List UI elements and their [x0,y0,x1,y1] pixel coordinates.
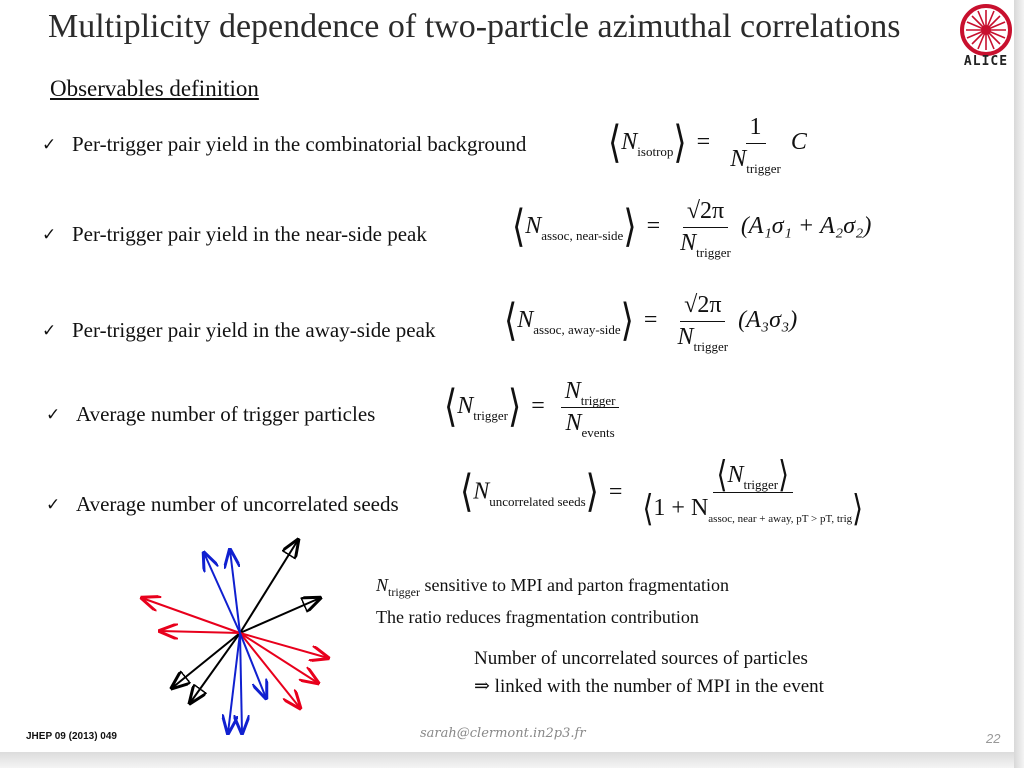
particle-vectors-diagram [130,528,350,738]
checkmark-icon: ✓ [42,320,57,341]
formula-isotrop: $⟨N_{isotrop}⟩$ = $\frac{1}{N_{trigger}}$ C [608,114,807,176]
page-number: 22 [986,731,1001,746]
fraction: $\frac{N_{trigger}}{N_{events}}$ [561,378,620,437]
left-angle-bracket: ⟨ [608,118,622,167]
checkmark-icon: ✓ [46,404,61,425]
blue-vector-arrow [240,633,242,733]
alice-logo-icon [958,2,1014,58]
slide-title: Multiplicity dependence of two-particle azimuthal correlations [48,8,901,45]
bullet-text: Per-trigger pair yield in the away-side peak [72,318,436,342]
footer-reference: JHEP 09 (2013) 049 [26,731,117,742]
fraction: $\frac{⟨N_{trigger}⟩}{⟨1 + N_{assoc, near + away, pT > pT, trig}⟩}$ [642,455,864,530]
checkmark-icon: ✓ [42,224,57,245]
vector-arrows [142,540,328,733]
slide-frame-right [1014,0,1024,768]
bullet-text: Per-trigger pair yield in the near-side peak [72,222,427,246]
note-ntrigger: $N_{trigger}$ sensitive to MPI and parton fragmentation [376,575,729,599]
alice-logo-text: ALICE [963,54,1009,69]
bullet-text: Per-trigger pair yield in the combinatorial background [72,132,527,156]
bullet-uncorrelated-seeds [46,492,399,517]
note-mpi-link: ⇒ linked with the number of MPI in the event [474,676,824,697]
checkmark-icon: ✓ [42,134,57,155]
right-angle-bracket: ⟩ [673,118,687,167]
formula-trigger-particles: $⟨N_{trigger}⟩$ = $\frac{N_{trigger}}{N_{events}}$ [444,378,625,437]
red-vector-arrow [160,631,240,633]
bullet-text: Average number of uncorrelated seeds [76,492,399,516]
footer-email: sarah@clermont.in2p3.fr [420,726,586,741]
slide-frame-bottom [0,752,1014,768]
section-subtitle: Observables definition [50,76,259,101]
implies-arrow-icon: ⇒ [474,676,490,697]
fraction: $\frac{√2\pi}{N_{trigger}}$ [677,292,729,354]
red-vector-arrow [142,598,240,633]
fraction: $\frac{1}{N_{trigger}}$ [730,114,781,176]
formula-near-side: $⟨N_{assoc, near-side}⟩$ = $\frac{√2\pi}{N_{trigger}}$ (A₁σ₁ + A₂σ₂) [512,198,872,260]
checkmark-icon: ✓ [46,494,61,515]
bullet-away-side-peak [42,318,435,343]
red-vector-arrow [240,633,300,708]
red-vector-arrow [240,633,328,658]
formula-away-side: $⟨N_{assoc, away-side}⟩$ = $\frac{√2\pi}{N_{trigger}}$ (A₃σ₃) [504,292,798,354]
formula-uncorrelated-seeds: $⟨N_{uncorrelated seeds}⟩$ = $\frac{⟨N_{trigger}⟩}{⟨1 + N_{assoc, near + away, pT > pT, trig}⟩}$ [460,462,873,524]
bullet-combinatorial-background [42,132,526,157]
note-fragmentation: The ratio reduces fragmentation contribution [376,607,699,627]
bullet-text: Average number of trigger particles [76,402,376,426]
blue-vector-arrow [240,633,266,698]
bullet-trigger-particles [46,402,375,427]
black-vector-arrow [240,540,298,633]
bullet-near-side-peak [42,222,427,247]
fraction: $\frac{√2\pi}{N_{trigger}}$ [680,198,731,260]
red-vector-arrow [240,633,318,683]
note-uncorrelated-sources: Number of uncorrelated sources of particles [474,648,808,669]
